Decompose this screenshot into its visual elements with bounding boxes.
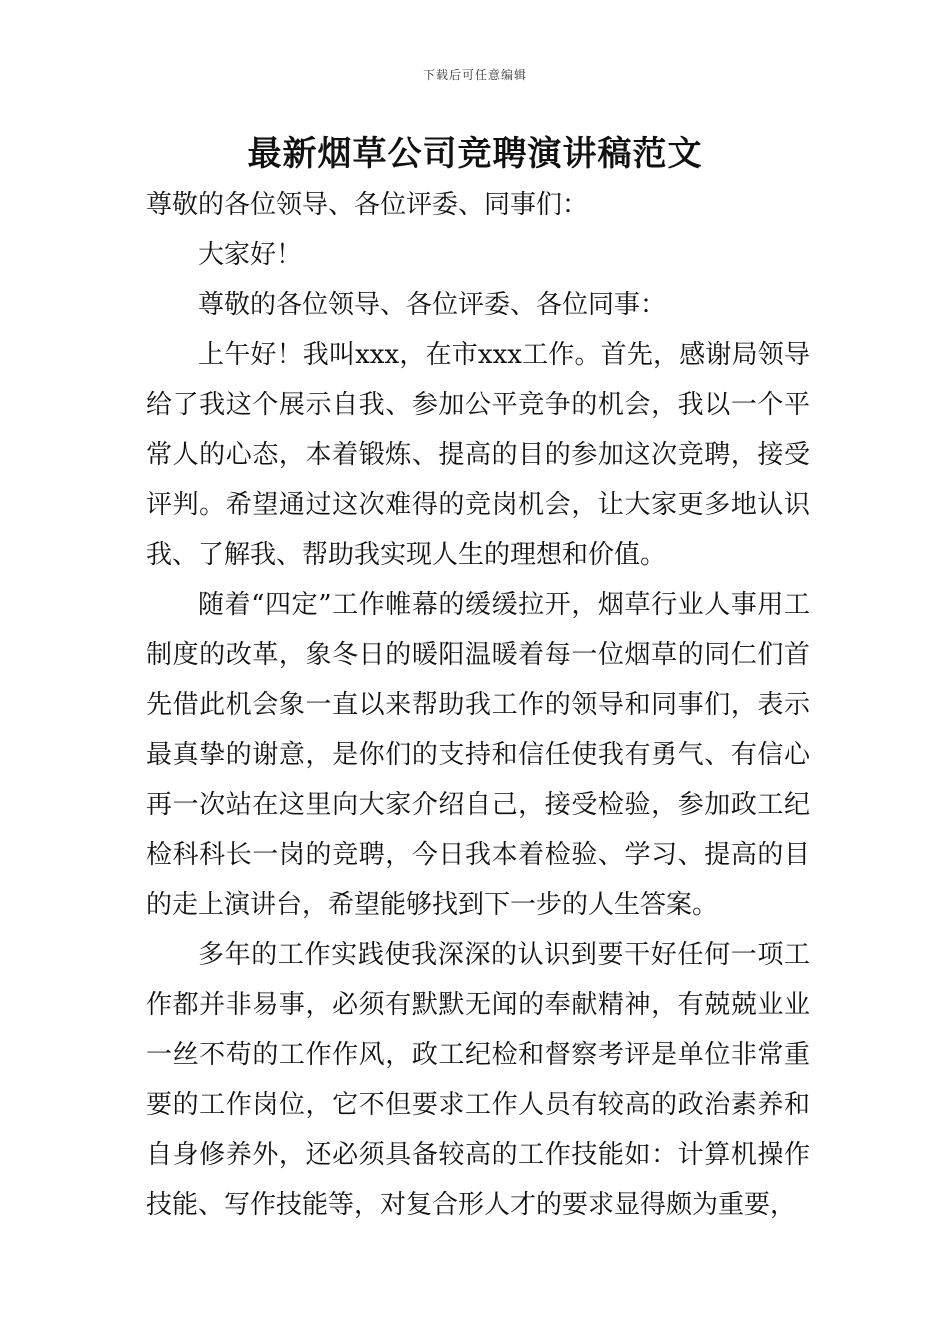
greeting-paragraph: 大家好！ (198, 240, 303, 270)
header-note: 下载后可任意编辑 (422, 68, 527, 82)
salutation-paragraph: 尊敬的各位领导、各位评委、同事们： (146, 190, 589, 220)
reform-paragraph: 随着“四定”工作帷幕的缓缓拉开，烟草行业人事用工制度的改革，象冬日的暖阳温暖着每一位烟草的同仁们首先借此机会象一直以来帮助我工作的领导和同事们，表示最真挚的谢意，是你们的支持和信任使我有勇气、有信心再一次站在这里向大家介绍自己，接受检验，参加政工纪检科科长一岗的竞聘，今日我本着检验、学习、提高的目的走上演讲台，希望能够找到下一步的人生答案。 (146, 590, 810, 920)
document-title: 最新烟草公司竞聘演讲稿范文 (247, 134, 703, 174)
document-body (146, 180, 810, 1230)
second-salutation-paragraph: 尊敬的各位领导、各位评委、各位同事： (198, 290, 667, 320)
intro-paragraph: 上午好！我叫xxx，在市xxx工作。首先，感谢局领导给了我这个展示自我、参加公平竞争的机会，我以一个平常人的心态，本着锻炼、提高的目的参加这次竞聘，接受评判。希望通过这次难得的竞岗机会，让大家更多地认识我、了解我、帮助我实现人生的理想和价值。 (146, 340, 810, 570)
experience-paragraph: 多年的工作实践使我深深的认识到要干好任何一项工作都并非易事，必须有默默无闻的奉献精神，有兢兢业业一丝不苟的工作作风，政工纪检和督察考评是单位非常重要的工作岗位，它不但要求工作人员有较高的政治素养和自身修养外，还必须具备较高的工作技能如：计算机操作技能、写作技能等，对复合形人才的要求显得颇为重要， (146, 940, 810, 1220)
